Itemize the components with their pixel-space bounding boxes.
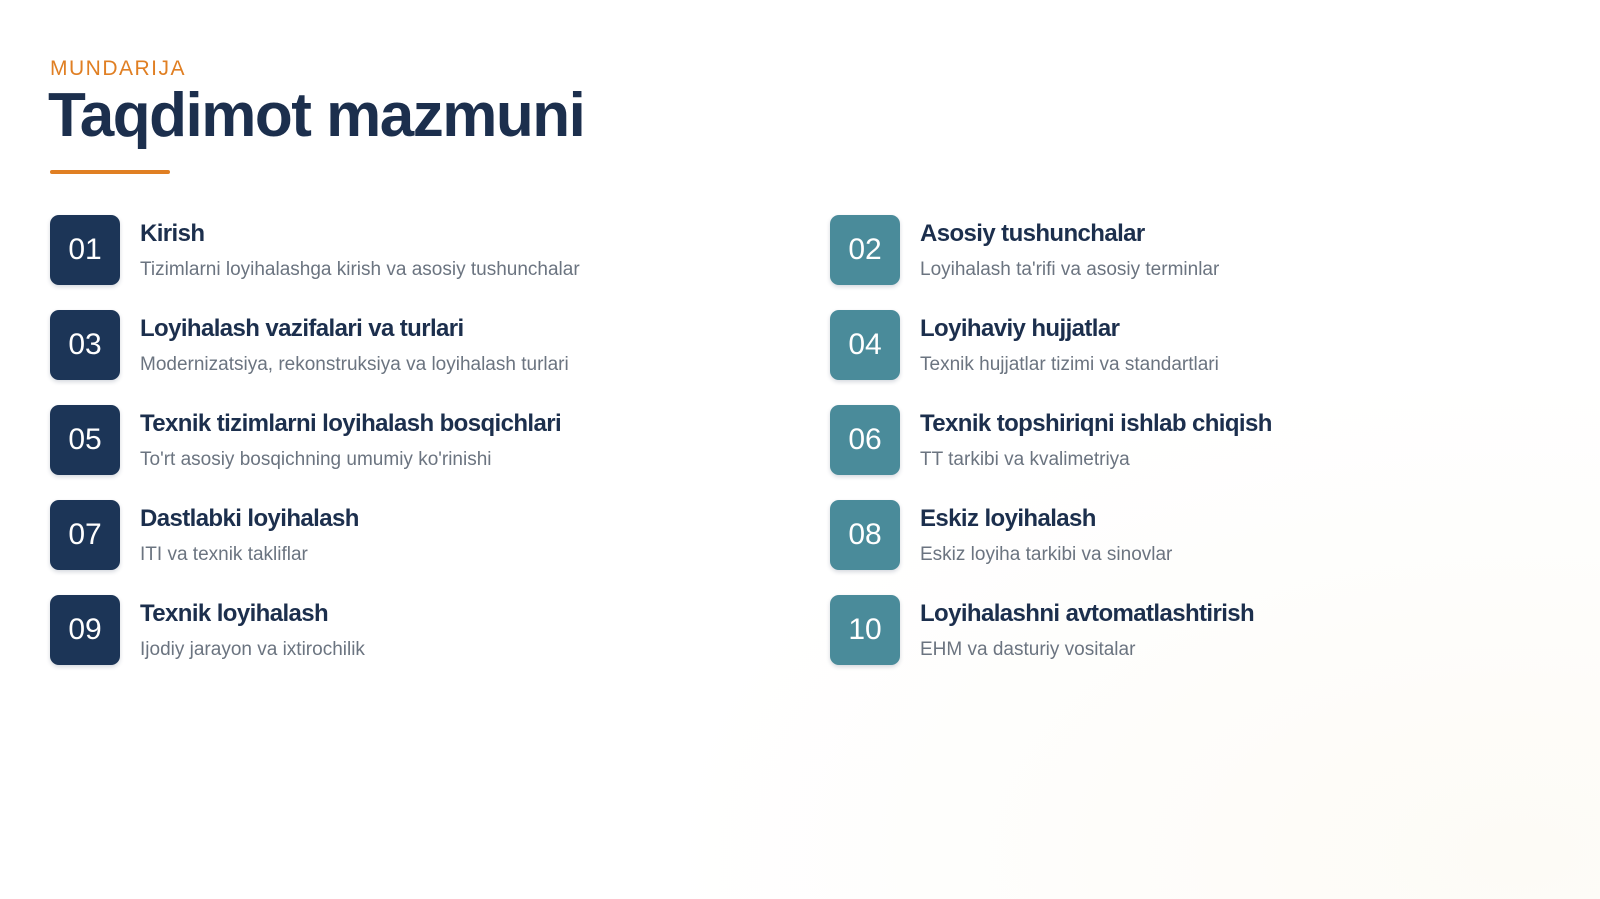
toc-item-description: Modernizatsiya, rekonstruksiya va loyihalash turlari (140, 354, 569, 375)
number-badge: 05 (50, 405, 120, 475)
toc-item-title: Kirish (140, 220, 205, 247)
toc-item-02[interactable] (830, 215, 1530, 285)
number-badge: 04 (830, 310, 900, 380)
toc-item-description: Texnik hujjatlar tizimi va standartlari (920, 354, 1219, 375)
number-badge: 07 (50, 500, 120, 570)
toc-item-description: TT tarkibi va kvalimetriya (920, 449, 1130, 470)
toc-item-title: Texnik topshiriqni ishlab chiqish (920, 410, 1272, 437)
toc-item-08[interactable] (830, 500, 1530, 570)
number-badge: 03 (50, 310, 120, 380)
toc-item-description: Tizimlarni loyihalashga kirish va asosiy tushunchalar (140, 259, 580, 280)
number-badge: 09 (50, 595, 120, 665)
toc-item-10[interactable] (830, 595, 1530, 665)
section-eyebrow: MUNDARIJA (50, 57, 187, 80)
number-badge: 08 (830, 500, 900, 570)
toc-item-title: Dastlabki loyihalash (140, 505, 359, 532)
toc-item-07[interactable] (50, 500, 750, 570)
toc-item-description: Eskiz loyiha tarkibi va sinovlar (920, 544, 1173, 565)
title-underline (50, 170, 170, 174)
toc-item-05[interactable] (50, 405, 750, 475)
number-badge: 10 (830, 595, 900, 665)
toc-item-03[interactable] (50, 310, 750, 380)
toc-item-description: Ijodiy jarayon va ixtirochilik (140, 639, 365, 660)
toc-item-title: Texnik tizimlarni loyihalash bosqichlari (140, 410, 562, 437)
toc-item-description: EHM va dasturiy vositalar (920, 639, 1136, 660)
toc-item-06[interactable] (830, 405, 1530, 475)
toc-item-title: Loyihalash vazifalari va turlari (140, 315, 464, 342)
toc-item-description: Loyihalash ta'rifi va asosiy terminlar (920, 259, 1220, 280)
number-badge: 02 (830, 215, 900, 285)
number-badge: 01 (50, 215, 120, 285)
toc-item-title: Texnik loyihalash (140, 600, 329, 627)
toc-item-title: Loyihaviy hujjatlar (920, 315, 1120, 342)
number-badge: 06 (830, 405, 900, 475)
toc-item-09[interactable] (50, 595, 750, 665)
toc-item-description: To'rt asosiy bosqichning umumiy ko'rinishi (140, 449, 492, 470)
toc-item-01[interactable] (50, 215, 750, 285)
toc-item-title: Loyihalashni avtomatlashtirish (920, 600, 1255, 627)
toc-item-description: ITI va texnik takliflar (140, 544, 308, 565)
toc-item-title: Eskiz loyihalash (920, 505, 1096, 532)
toc-item-title: Asosiy tushunchalar (920, 220, 1145, 247)
page-title: Taqdimot mazmuni (48, 81, 585, 150)
toc-item-04[interactable] (830, 310, 1530, 380)
